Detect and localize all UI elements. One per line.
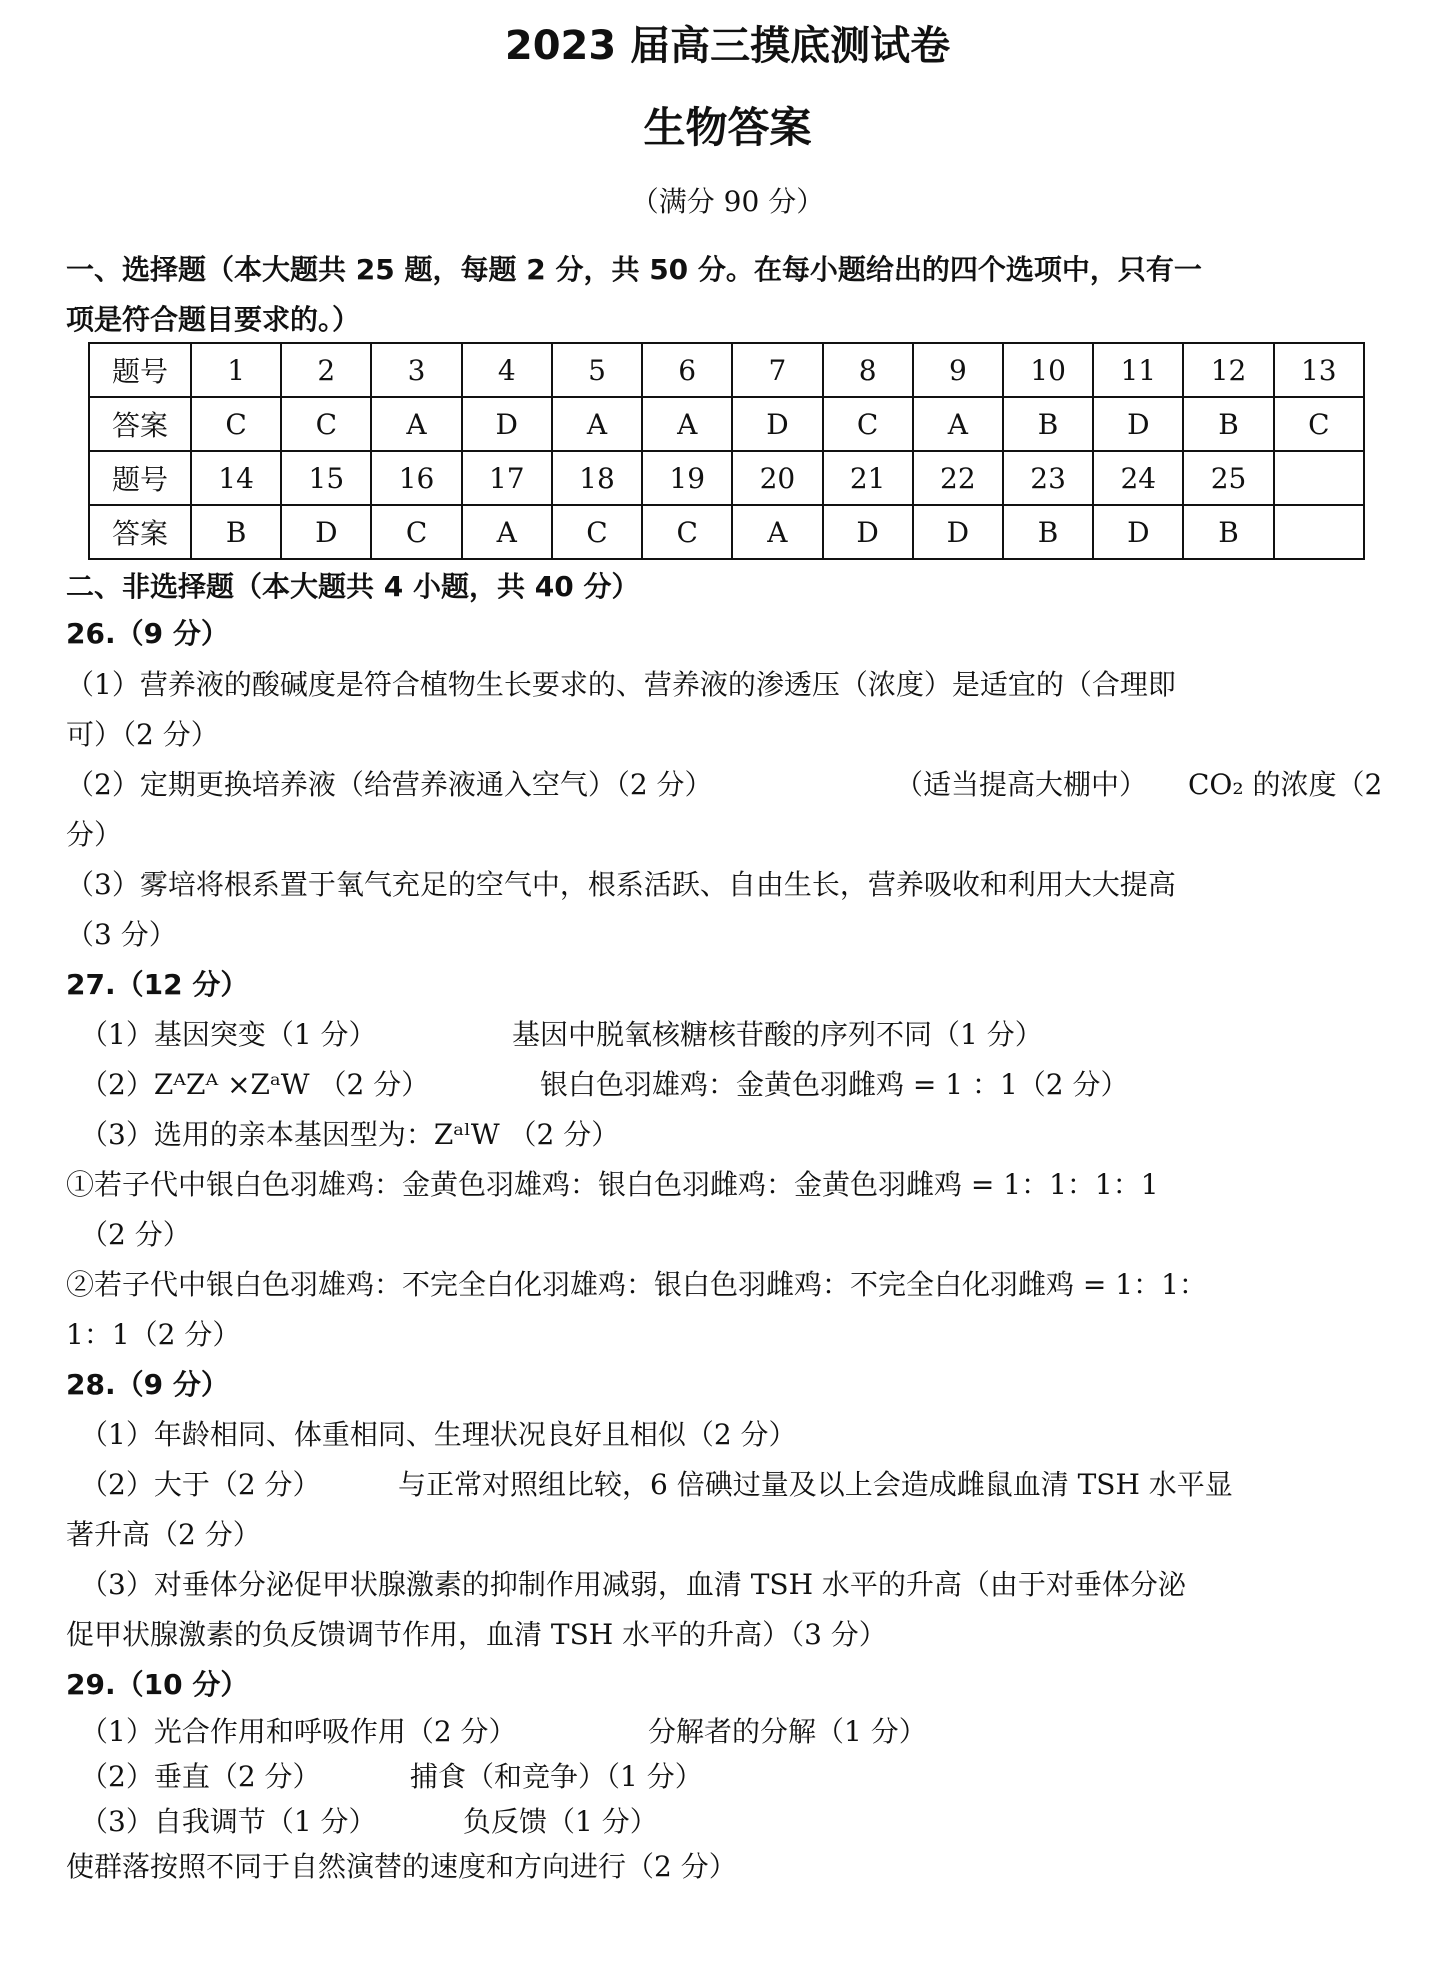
q26-line: 可）（2 分） (66, 718, 219, 751)
question-number-cell: 5 (552, 343, 642, 397)
q27-line: （2 分） (80, 1218, 191, 1251)
answer-cell: D (823, 505, 913, 559)
answer-cell: D (1093, 397, 1183, 451)
answer-cell: B (1183, 397, 1273, 451)
q28-line: 促甲状腺激素的负反馈调节作用，血清 TSH 水平的升高）（3 分） (66, 1618, 887, 1651)
question-number-label: 题号 (89, 343, 191, 397)
question-number-cell: 2 (281, 343, 371, 397)
question-number-cell: 8 (823, 343, 913, 397)
question-number-cell (1274, 451, 1364, 505)
question-number-cell: 17 (462, 451, 552, 505)
question-number-cell: 13 (1274, 343, 1364, 397)
answer-cell (1274, 505, 1364, 559)
q28-line: 与正常对照组比较，6 倍碘过量及以上会造成雌鼠血清 TSH 水平显 (398, 1468, 1233, 1501)
q27-title: 27.（12 分） (66, 968, 249, 1001)
question-number-cell: 3 (371, 343, 461, 397)
q26-line: （3）雾培将根系置于氧气充足的空气中，根系活跃、自由生长，营养吸收和利用大大提高 (66, 868, 1176, 901)
answer-cell: D (1093, 505, 1183, 559)
q28-line: （3）对垂体分泌促甲状腺激素的抑制作用减弱，血清 TSH 水平的升高（由于对垂体分泌 (80, 1568, 1186, 1601)
answer-cell: D (281, 505, 371, 559)
question-number-cell: 10 (1003, 343, 1093, 397)
table-row (89, 451, 1364, 505)
question-number-cell: 6 (642, 343, 732, 397)
q27-line: （1）基因突变（1 分） (80, 1018, 377, 1051)
question-number-cell: 21 (823, 451, 913, 505)
answer-cell: C (1274, 397, 1364, 451)
answer-cell: C (642, 505, 732, 559)
q29-line: 捕食（和竞争）（1 分） (410, 1760, 703, 1793)
q26-line: （3 分） (66, 918, 177, 951)
q29-line: 使群落按照不同于自然演替的速度和方向进行（2 分） (66, 1850, 737, 1883)
table-row (89, 397, 1364, 451)
q26-title: 26.（9 分） (66, 617, 229, 650)
q29-line: （2）垂直（2 分） (80, 1760, 321, 1793)
question-number-cell: 12 (1183, 343, 1273, 397)
question-number-label: 题号 (89, 451, 191, 505)
answer-cell: A (913, 397, 1003, 451)
answer-cell: C (552, 505, 642, 559)
question-number-cell: 24 (1093, 451, 1183, 505)
q27-line: 1：1（2 分） (66, 1318, 241, 1351)
full-score-note: （满分 90 分） (630, 185, 825, 218)
section1-heading-line2: 项是符合题目要求的。） (66, 303, 361, 336)
q28-line: （1）年龄相同、体重相同、生理状况良好且相似（2 分） (80, 1418, 797, 1451)
q27-line: ②若子代中银白色羽雄鸡：不完全白化羽雄鸡：银白色羽雌鸡：不完全白化羽雌鸡 = 1：1： (66, 1268, 1207, 1301)
answer-cell: D (732, 397, 822, 451)
q27-line: （3）选用的亲本基因型为：ZᵃˡW （2 分） (80, 1118, 620, 1151)
answer-cell: C (371, 505, 461, 559)
question-number-cell: 11 (1093, 343, 1183, 397)
question-number-cell: 22 (913, 451, 1003, 505)
answer-cell: C (281, 397, 371, 451)
answer-cell: A (462, 505, 552, 559)
question-number-cell: 14 (191, 451, 281, 505)
table-row (89, 343, 1364, 397)
question-number-cell: 25 (1183, 451, 1273, 505)
section2-heading: 二、非选择题（本大题共 4 小题，共 40 分） (66, 570, 640, 603)
question-number-cell: 1 (191, 343, 281, 397)
q26-line: 分） (66, 818, 123, 851)
q29-line: 负反馈（1 分） (463, 1805, 658, 1838)
answer-cell: A (642, 397, 732, 451)
answer-cell: B (191, 505, 281, 559)
question-number-cell: 7 (732, 343, 822, 397)
question-number-cell: 4 (462, 343, 552, 397)
q28-title: 28.（9 分） (66, 1368, 229, 1401)
q26-line: （2）定期更换培养液（给营养液通入空气）（2 分） (66, 768, 713, 801)
q26-line: （适当提高大棚中） (895, 768, 1148, 801)
answer-table (88, 342, 1365, 560)
q27-line: 基因中脱氧核糖核苷酸的序列不同（1 分） (512, 1018, 1043, 1051)
question-number-cell: 20 (732, 451, 822, 505)
q29-line: （1）光合作用和呼吸作用（2 分） (80, 1715, 517, 1748)
question-number-cell: 18 (552, 451, 642, 505)
question-number-cell: 23 (1003, 451, 1093, 505)
q29-line: （3）自我调节（1 分） (80, 1805, 377, 1838)
answer-cell: B (1003, 397, 1093, 451)
q26-line: （1）营养液的酸碱度是符合植物生长要求的、营养液的渗透压（浓度）是适宜的（合理即 (66, 668, 1176, 701)
section1-heading-line1: 一、选择题（本大题共 25 题，每题 2 分，共 50 分。在每小题给出的四个选项中，只有一 (66, 253, 1202, 286)
q26-line: CO₂ 的浓度（2 (1188, 768, 1383, 801)
q27-line: （2）ZᴬZᴬ ×ZᵃW （2 分） (80, 1068, 430, 1101)
answer-cell: D (913, 505, 1003, 559)
answer-cell: A (552, 397, 642, 451)
q27-line: 银白色羽雄鸡：金黄色羽雌鸡 = 1 ：1（2 分） (540, 1068, 1129, 1101)
answer-cell: B (1183, 505, 1273, 559)
answer-cell: A (371, 397, 461, 451)
q29-title: 29.（10 分） (66, 1668, 249, 1701)
question-number-cell: 9 (913, 343, 1003, 397)
document-subtitle: 生物答案 (643, 103, 812, 152)
q28-line: 著升高（2 分） (66, 1518, 261, 1551)
answer-cell: C (823, 397, 913, 451)
table-row (89, 505, 1364, 559)
answer-label: 答案 (89, 397, 191, 451)
q27-line: ①若子代中银白色羽雄鸡：金黄色羽雄鸡：银白色羽雌鸡：金黄色羽雌鸡 = 1：1：1：1 (66, 1168, 1159, 1201)
answer-cell: D (462, 397, 552, 451)
answer-cell: C (191, 397, 281, 451)
question-number-cell: 19 (642, 451, 732, 505)
q28-line: （2）大于（2 分） (80, 1468, 321, 1501)
answer-label: 答案 (89, 505, 191, 559)
q29-line: 分解者的分解（1 分） (648, 1715, 927, 1748)
question-number-cell: 15 (281, 451, 371, 505)
answer-cell: B (1003, 505, 1093, 559)
question-number-cell: 16 (371, 451, 461, 505)
document-title: 2023 届高三摸底测试卷 (504, 23, 951, 69)
answer-cell: A (732, 505, 822, 559)
